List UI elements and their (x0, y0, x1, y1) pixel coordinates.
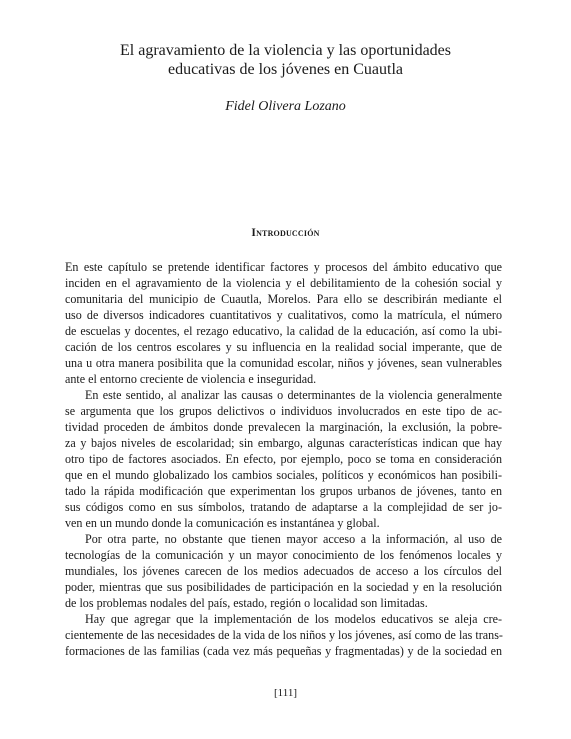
text-line: tecnologías de la comunicación y un mayor conocimiento de los fenómenos locales y (65, 548, 502, 562)
text-line: tado la rápida modificación que experimentan los grupos urbanos de jóvenes, tanto en (65, 484, 502, 498)
text-line: ante el entorno creciente de violencia e inseguridad. (65, 372, 317, 386)
text-line: En este sentido, al analizar las causas o determinantes de la violencia generalmente (85, 388, 502, 402)
text-line: uso de diversos indicadores cuantitativos y cualitativos, como la matrícula, el número (65, 308, 502, 322)
paragraph (65, 259, 502, 387)
text-line: una u otra manera posibilita que la comunidad escolar, niños y jóvenes, sean vulnerables (65, 356, 502, 370)
text-line: se argumenta que los grupos delictivos o individuos involucrados en este tipo de ac- (65, 404, 502, 418)
text-line: En este capítulo se pretende identificar factores y procesos del ámbito educativo que (65, 260, 502, 274)
chapter-title-line-2: educativas de los jóvenes en Cuautla (167, 61, 404, 78)
body-text (65, 259, 502, 659)
text-line: otro tipo de factores asociados. En efecto, por ejemplo, poco se toma en consideración (65, 452, 502, 466)
text-line: tividad proceden de ámbitos donde prevalecen la marginación, la exclusión, la pobre- (65, 420, 502, 434)
text-line: poder, mientras que sus posibilidades de participación en la sociedad y en la resolución (65, 580, 502, 594)
text-line: cación de los centros escolares y su influencia en la realidad social imperante, que de (65, 340, 502, 354)
text-line: sus códigos como en sus símbolos, tratando de adaptarse a la complejidad de ser jo- (65, 500, 502, 514)
section-heading: Introducción (251, 227, 320, 239)
page-number: [111] (273, 687, 297, 699)
chapter-title (60, 41, 511, 79)
text-line: mundiales, los jóvenes carecen de los medios adecuados de acceso a los círculos del (65, 564, 502, 578)
text-line: Por otra parte, no obstante que tienen mayor acceso a la información, al uso de (85, 532, 502, 546)
text-line: de los problemas nodales del país, estado, región o localidad son limitadas. (65, 596, 428, 610)
paragraph (65, 531, 502, 611)
author-name: Fidel Olivera Lozano (225, 99, 346, 114)
text-line: que en el mundo globalizado los cambios sociales, políticos y económicos han posibili- (65, 468, 502, 482)
paragraph (65, 387, 502, 531)
paragraph (65, 611, 502, 659)
chapter-title-line-1: El agravamiento de la violencia y las oportunidades (120, 42, 451, 59)
text-line: cientemente de las necesidades de la vida de los niños y los jóvenes, así como de las trans- (65, 628, 503, 642)
text-line: inciden en el agravamiento de la violencia y el debilitamiento de la cohesión social y (65, 276, 502, 290)
text-line: de escuelas y docentes, el rezago educativo, la calidad de la educación, así como la ubi- (65, 324, 502, 338)
text-line: comunitaria del municipio de Cuautla, Morelos. Para ello se describirán mediante el (65, 292, 502, 306)
text-line: formaciones de las familias (cada vez más pequeñas y fragmentadas) y de la sociedad en (65, 644, 502, 658)
text-line: za y bajos niveles de escolaridad; sin embargo, algunas características indican que hay (65, 436, 502, 450)
text-line: ven en un mundo donde la comunicación es instantánea y global. (65, 516, 380, 530)
text-line: Hay que agregar que la implementación de los modelos educativos se aleja cre- (85, 612, 502, 626)
